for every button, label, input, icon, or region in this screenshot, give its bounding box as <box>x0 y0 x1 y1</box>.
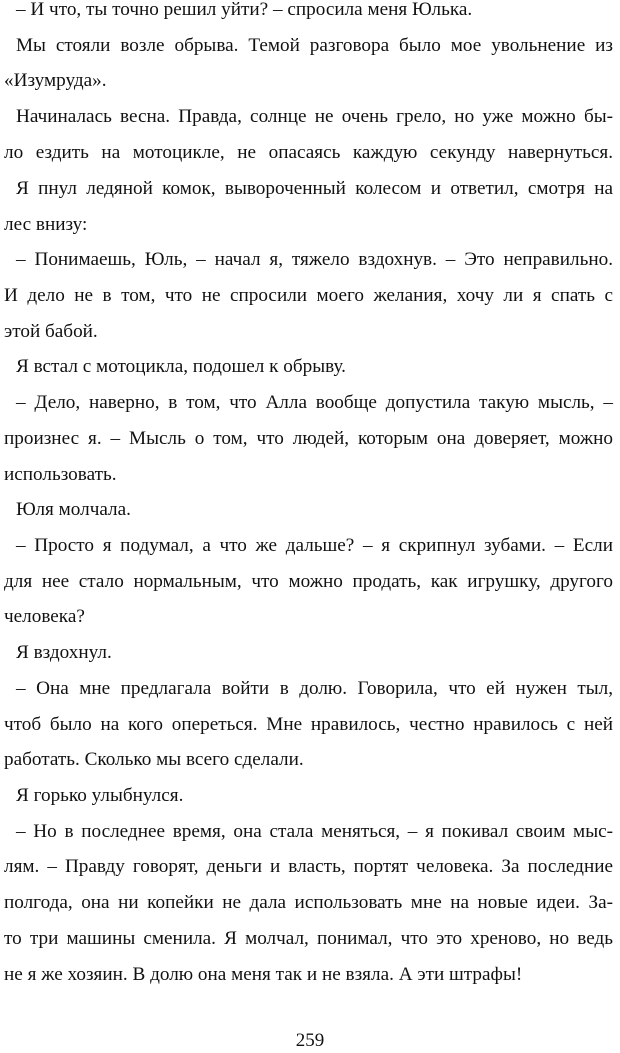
text-line: Юля молчала. <box>16 499 131 520</box>
text-line: работать. Сколько мы всего сделали. <box>4 749 304 770</box>
text-line: этой бабой. <box>4 321 98 342</box>
text-line: Мы стояли возле обрыва. Темой разговора было мое увольнение из <box>16 35 613 56</box>
text-line: Я горько улыбнулся. <box>16 785 184 806</box>
text-line: использовать. <box>4 464 117 485</box>
text-line: чтоб было на кого опереться. Мне нравилось, честно нравилось с ней <box>4 714 613 735</box>
text-line: – Она мне предлагала войти в долю. Говорила, что ей нужен тыл, <box>16 678 613 699</box>
page-number: 259 <box>295 1030 325 1051</box>
text-line: произнес я. – Мысль о том, что людей, которым она доверяет, можно <box>4 428 613 449</box>
text-line: – И что, ты точно решил уйти? – спросила меня Юлька. <box>16 0 473 20</box>
text-line: то три машины сменила. Я молчал, понимал, что это хреново, но ведь <box>4 928 613 949</box>
text-line: Я вздохнул. <box>16 642 112 663</box>
text-line: – Дело, наверно, в том, что Алла вообще допустила такую мысль, – <box>16 392 613 413</box>
text-line: человека? <box>4 606 85 627</box>
text-line: Начиналась весна. Правда, солнце не очень грело, но уже можно бы- <box>16 106 613 127</box>
text-line: – Просто я подумал, а что же дальше? – я скрипнул зубами. – Если <box>16 535 613 556</box>
text-line: лес внизу: <box>4 214 88 235</box>
text-line: лям. – Правду говорят, деньги и власть, портят человека. За последние <box>4 856 613 877</box>
text-line: «Изумруда». <box>4 70 107 91</box>
text-line: И дело не в том, что не спросили моего желания, хочу ли я спать с <box>4 285 613 306</box>
text-line: – Но в последнее время, она стала меняться, – я покивал своим мыс- <box>16 821 613 842</box>
text-line: ло ездить на мотоцикле, не опасаясь каждую секунду навернуться. <box>4 142 613 163</box>
text-line: Я пнул ледяной комок, вывороченный колесом и ответил, смотря на <box>16 178 613 199</box>
text-line: полгода, она ни копейки не дала использовать мне на новые идеи. За- <box>4 892 613 913</box>
text-line: Я встал с мотоцикла, подошел к обрыву. <box>16 356 346 377</box>
text-line: для нее стало нормальным, что можно продать, как игрушку, другого <box>4 571 613 592</box>
text-line: – Понимаешь, Юль, – начал я, тяжело вздохнув. – Это неправильно. <box>16 249 613 270</box>
text-line: не я же хозяин. В долю она меня так и не взяла. А эти штрафы! <box>4 964 523 985</box>
